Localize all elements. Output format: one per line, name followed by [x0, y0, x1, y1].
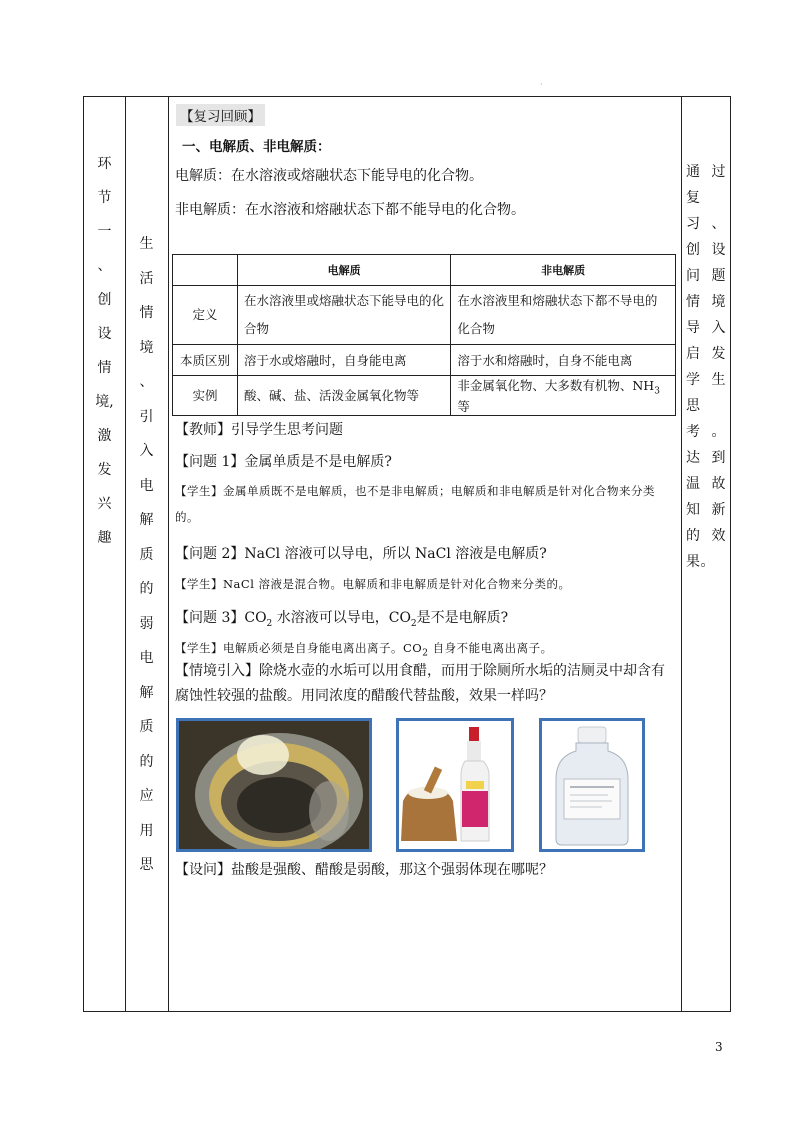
- stage-char: 一: [97, 224, 112, 240]
- activity-char: 电: [139, 650, 154, 666]
- activity-char: 用: [139, 822, 154, 839]
- activity-char: 解: [139, 684, 154, 701]
- question-1: 【问题 1】金属单质是不是电解质?: [175, 454, 392, 470]
- teacher-line: 【教师】引导学生思考问题: [175, 422, 343, 438]
- row-label: 实例: [173, 376, 238, 416]
- nh3-subscript: 3: [654, 386, 660, 397]
- table-row: [173, 345, 676, 376]
- section-heading: 一、电解质、非电解质：: [182, 139, 331, 155]
- row-label: 本质区别: [173, 345, 238, 376]
- row-cell-nonelectrolyte: [451, 376, 676, 416]
- stage-char: 激: [97, 428, 112, 444]
- q3-sub-1: 2: [266, 618, 273, 629]
- row-cell-nonelectrolyte: 在水溶液里和熔融状态下都不导电的化合物: [451, 286, 676, 345]
- stage-char: 情: [97, 360, 112, 376]
- activity-char: 解: [139, 512, 154, 528]
- q3-part-c: 是不是电解质?: [416, 610, 509, 626]
- s3-part-a: 【学生】电解质必须是自身能电离出离子。CO: [175, 641, 423, 655]
- acid-bottle-photo: [539, 718, 645, 852]
- student-answer-1: 【学生】金属单质既不是电解质，也不是非电解质；电解质和非电解质是针对化合物来分类的。: [175, 484, 655, 524]
- stage-char: 发: [97, 462, 112, 478]
- activity-char: 电: [139, 477, 154, 494]
- row-cell-electrolyte: 在水溶液里或熔融状态下能导电的化合物: [238, 286, 451, 345]
- stage-char: 趣: [97, 530, 112, 546]
- table-row: [173, 286, 676, 345]
- activity-char: 应: [139, 788, 154, 804]
- q3-part-b: 水溶液可以导电，CO: [272, 610, 411, 626]
- student-answer-2: 【学生】NaCl 溶液是混合物。电解质和非电解质是针对化合物来分类的。: [175, 577, 571, 591]
- comparison-table: [172, 254, 676, 416]
- activity-char: 的: [139, 753, 154, 770]
- stage-char: 、: [97, 258, 112, 274]
- activity-char: 活: [139, 270, 154, 287]
- review-tag: 【复习回顾】: [176, 104, 265, 126]
- acid-bottle-image: [542, 721, 642, 849]
- question-2: 【问题 2】NaCl 溶液可以导电，所以 NaCl 溶液是电解质?: [175, 546, 547, 562]
- kettle-image: [179, 721, 369, 849]
- activity-column: [125, 227, 168, 883]
- page-number: 3: [715, 1040, 723, 1054]
- question-3: [175, 607, 508, 629]
- table-header-electrolyte: 电解质: [238, 255, 451, 286]
- activity-char: 质: [139, 546, 154, 563]
- kettle-scale-photo: [176, 718, 372, 852]
- q3-sub-2: 2: [410, 618, 417, 629]
- nh3-tail: 等: [457, 398, 470, 414]
- stage-char: 设: [97, 326, 112, 342]
- table-row: [173, 376, 676, 416]
- stage-char: 环: [97, 156, 112, 172]
- intent-column: 通过复习、创设问题情境导入启发学生思考。达到温故知新的效果。: [686, 164, 726, 570]
- activity-char: 引: [139, 408, 154, 425]
- nh3-text: 非金属氧化物、大多数有机物、NH: [457, 378, 655, 393]
- stage-char: 境,: [95, 394, 114, 410]
- row-cell-nonelectrolyte: 溶于水和熔融时，自身不能电离: [451, 345, 676, 376]
- vinegar-rice-photo: [396, 718, 514, 852]
- activity-char: 弱: [139, 615, 154, 632]
- lesson-table: [83, 96, 731, 1012]
- row-label: 定义: [173, 286, 238, 345]
- activity-char: 的: [139, 581, 154, 597]
- activity-char: 思: [139, 857, 154, 873]
- leading-question: 【设问】盐酸是强酸、醋酸是弱酸，那这个强弱体现在哪呢？: [175, 862, 553, 878]
- s3-part-b: 自身不能电离出离子。: [428, 641, 553, 655]
- activity-char: 、: [139, 374, 154, 390]
- electrolyte-definition: 电解质：在水溶液或熔融状态下能导电的化合物。: [175, 168, 483, 184]
- activity-char: 境: [139, 339, 154, 356]
- stage-char: 节: [97, 190, 112, 206]
- q3-part-a: 【问题 3】CO: [175, 610, 267, 626]
- nonelectrolyte-definition: 非电解质：在水溶液和熔融状态下都不能导电的化合物。: [175, 202, 525, 218]
- header-dot: ·: [540, 80, 543, 89]
- content-column: [168, 97, 682, 1011]
- activity-char: 情: [139, 305, 154, 321]
- activity-char: 质: [139, 719, 154, 735]
- scenario-intro: 【情境引入】除烧水壶的水垢可以用食醋，而用于除厕所水垢的洁厕灵中却含有腐蚀性较强的盐酸。用同浓度的醋酸代替盐酸，效果一样吗？: [175, 663, 665, 704]
- table-header-empty: [173, 255, 238, 286]
- table-header-nonelectrolyte: 非电解质: [451, 255, 676, 286]
- row-cell-electrolyte: 酸、碱、盐、活泼金属氧化物等: [238, 376, 451, 416]
- stage-char: 兴: [97, 496, 112, 512]
- stage-column: [84, 147, 125, 555]
- s3-sub: 2: [422, 648, 429, 659]
- stage-char: 创: [97, 292, 112, 308]
- activity-char: 生: [139, 236, 154, 252]
- activity-char: 入: [139, 443, 154, 459]
- row-cell-electrolyte: 溶于水或熔融时，自身能电离: [238, 345, 451, 376]
- vinegar-rice-image: [399, 721, 511, 849]
